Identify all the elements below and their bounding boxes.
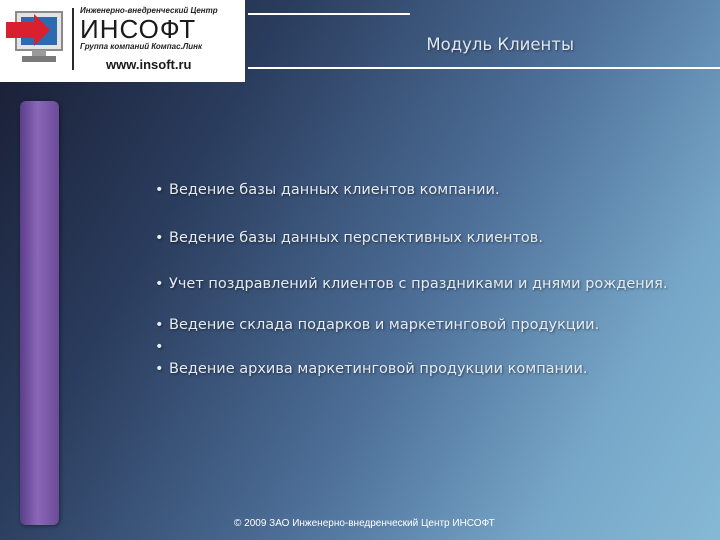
title-rule-bottom	[248, 67, 720, 69]
bullet-item	[155, 276, 668, 292]
bullet-item	[155, 339, 169, 355]
bullet-text: Ведение склада подарков и маркетинговой продукции.	[169, 317, 600, 333]
bullet-item	[155, 230, 543, 246]
title-rule-top	[248, 13, 410, 15]
bullet-item	[155, 361, 588, 377]
bullet-marker: •	[155, 317, 164, 333]
bullet-marker: •	[155, 230, 164, 246]
logo-tagline: Инженерно-внедренческий Центр	[80, 6, 218, 15]
bullet-item	[155, 182, 500, 198]
bullet-text: Ведение базы данных клиентов компании.	[169, 182, 500, 198]
bullet-text: Учет поздравлений клиентов с праздниками и днями рождения.	[169, 276, 668, 292]
logo-company-name: ИНСОФТ	[80, 14, 197, 44]
bullet-marker: •	[155, 339, 164, 355]
footer-copyright: © 2009 ЗАО Инженерно-внедренческий Центр ИНСОФТ	[234, 518, 495, 529]
logo-divider	[72, 8, 74, 70]
bullet-marker: •	[155, 182, 164, 198]
bullet-text: Ведение базы данных перспективных клиентов.	[169, 230, 543, 246]
website-link[interactable]: www.insoft.ru	[106, 57, 192, 72]
side-decor-bar	[20, 101, 59, 525]
bullet-marker: •	[155, 361, 164, 377]
company-logo	[0, 0, 245, 82]
bullet-item	[155, 317, 599, 333]
bullet-text: Ведение архива маркетинговой продукции компании.	[169, 361, 588, 377]
logo-group-name: Группа компаний Компас.Линк	[80, 42, 203, 51]
monitor-logo-icon	[4, 8, 66, 70]
slide-title: Модуль Клиенты	[426, 35, 574, 54]
bullet-marker: •	[155, 276, 164, 292]
